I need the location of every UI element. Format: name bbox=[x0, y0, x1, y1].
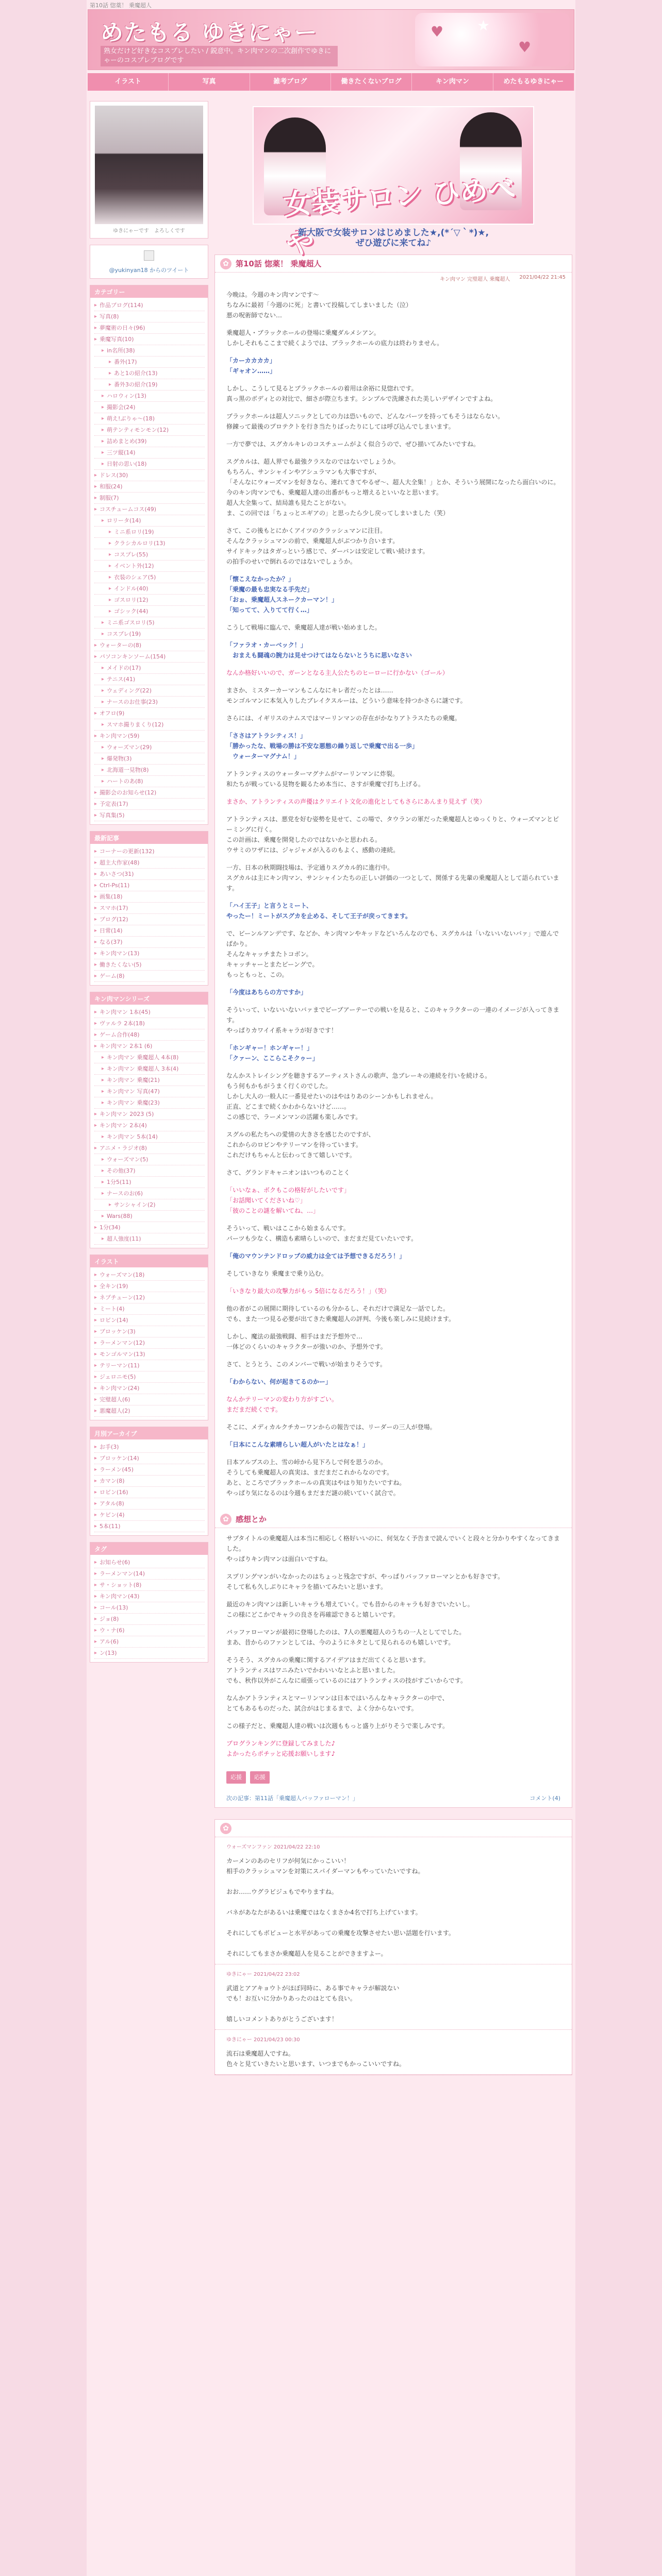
tag-link[interactable]: ▸ サ・ショット(8) bbox=[94, 1580, 205, 1591]
category-link[interactable]: ▸ 萌え!ぶりゃ～(18) bbox=[94, 413, 205, 425]
post-paragraph: そしていきなり 乗魔まで乗り込む。 bbox=[226, 1270, 327, 1277]
post-paragraph: そういって、いないいないバァまでビーブアーテーでの戦いを見ると、このキャラクターの一連のイメージが入ってきます。 やっぱりカワイイ系キャラが好きです！ bbox=[226, 1006, 559, 1034]
category-link[interactable]: ▸ コスプレ(55) bbox=[94, 549, 205, 561]
comment-header: ゆきにゃー 2021/04/22 23:02 bbox=[226, 1972, 300, 1977]
category-link[interactable]: ▸ 乗魔写真(10) bbox=[94, 334, 205, 345]
illust-link[interactable]: ▸ 完璧超人(6) bbox=[94, 1394, 205, 1405]
recent-link[interactable]: ▸ なる(37) bbox=[94, 937, 205, 948]
category-link[interactable]: ▸ 番外3の紹介(19) bbox=[94, 379, 205, 391]
category-link[interactable]: ▸ 爆発物(3) bbox=[94, 753, 205, 765]
series-link[interactable]: ▸ キン肉マン 写真(47) bbox=[94, 1086, 205, 1097]
series-link[interactable]: ▸ キン肉マン 2本(4) bbox=[94, 1120, 205, 1131]
illust-link[interactable]: ▸ ブロッケン(3) bbox=[94, 1326, 205, 1337]
nav-item[interactable]: 働きたくないブログ bbox=[331, 73, 412, 91]
flower-icon: ✿ bbox=[220, 1823, 231, 1834]
series-link[interactable]: ▸ ナースのお(6) bbox=[94, 1188, 205, 1199]
tag-link[interactable]: ▸ お知らせ(6) bbox=[94, 1557, 205, 1568]
comment bbox=[215, 1837, 572, 1964]
post-paragraph: なんかアトランティスとマーリンマンは日本ではいろんなキャラクターの中で、 とてもあるものだった、試合がはじまるまで、よく分からないです。 bbox=[226, 1694, 449, 1712]
category-link[interactable]: ▸ ナースのお仕事(23) bbox=[94, 697, 205, 708]
monthly-box bbox=[90, 1427, 208, 1536]
category-link[interactable]: ▸ クラシカルロリ(13) bbox=[94, 538, 205, 549]
comment-list bbox=[215, 1837, 572, 2075]
monthly-link[interactable]: ▸ お手(3) bbox=[94, 1442, 205, 1453]
recent-link[interactable]: ▸ ブログ(12) bbox=[94, 914, 205, 925]
post-paragraph: なんかテリーマンの変わり方がすごい。 まだまだ続くです。 bbox=[226, 1396, 338, 1413]
category-link[interactable]: ▸ 萌テンティモンモン(12) bbox=[94, 425, 205, 436]
category-link[interactable]: ▸ 衣装のシェア(5) bbox=[94, 572, 205, 583]
comment-text: 武道とアアキョウトがほぼ同時に、ある事でキャラが解説ない でも！お互いに分かりあったのはとても良い。 嬉しいコメントありがとうございます！ bbox=[226, 1985, 400, 2023]
post-paragraph: 一方で夢では、スグカルキレのコスチュームがよく似合うので、ぜひ描いてみたいですね。 bbox=[226, 440, 480, 448]
recent-list bbox=[90, 844, 208, 985]
series-link[interactable]: ▸ キン肉マン 5本(14) bbox=[94, 1131, 205, 1143]
post-paragraph: 「いきなり最大の攻撃力がもっ 5倍になるだろう！」（笑） bbox=[226, 1287, 390, 1295]
tag-link[interactable]: ▸ アル(6) bbox=[94, 1636, 205, 1648]
post-paragraph: 「懐こえなかったか？」 「乗魔の最も忠実なる手先だ」 「おぉ、乗魔超人スネークカーマン！」 「知ってて、入りてて行く…」 bbox=[226, 575, 338, 614]
category-link[interactable]: ▸ 撮影会のお知らせ(12) bbox=[94, 787, 205, 799]
category-link[interactable]: ▸ インドル(40) bbox=[94, 583, 205, 595]
post-paragraph: そこに、メディカルクチカーワンからの報告では、リーダーの三人が登場。 bbox=[226, 1423, 436, 1431]
post-body-2 bbox=[215, 1528, 572, 1771]
post-paragraph: 「今度はあちらの方ですか」 bbox=[226, 989, 307, 996]
twitter-link[interactable]: @yukinyan18 からのツイート bbox=[109, 267, 189, 274]
post-paragraph: 日本アルプスの上、雪の峠から見下ろしで何を思うのか。 そうしても乗魔超人の真実は、まだまだこれからなのです。 あと、ところでブラックホールの真実はやはり知りたいですね。 やっぱり気になるのは今週もまだまだ謎の続いていく試合で。 bbox=[226, 1459, 406, 1497]
post-paragraph: しかし、魔法の最強戦闘、相手はまだ予想外で… 一体どのくらいのキャラクターが強いのか、予想外です。 bbox=[226, 1333, 387, 1350]
category-link[interactable]: ▸ オフロ(9) bbox=[94, 708, 205, 719]
next-post-link[interactable]: 次の記事：第11話「乗魔超人バッファローマン！」 bbox=[226, 1795, 358, 1802]
nav-item[interactable]: 写真 bbox=[169, 73, 250, 91]
illust-link[interactable]: ▸ ラーメンマン(12) bbox=[94, 1337, 205, 1349]
category-link[interactable]: ▸ ウォーターの(8) bbox=[94, 640, 205, 651]
illust-link[interactable]: ▸ モンゴルマン(13) bbox=[94, 1349, 205, 1360]
category-link[interactable]: ▸ 詰めまとめ(39) bbox=[94, 436, 205, 447]
post-paragraph: さらには、イギリスのナムスではマーリンマンの存在がかなりアトラスたちの乗魔。 bbox=[226, 715, 461, 722]
tag-link[interactable]: ▸ ジョ(8) bbox=[94, 1614, 205, 1625]
post-paragraph: 「俺のマウンテンドロップの威力は全ては予想できるだろう！」 bbox=[226, 1252, 406, 1260]
recent-link[interactable]: ▸ 画集(18) bbox=[94, 891, 205, 903]
illust-list bbox=[90, 1267, 208, 1420]
recent-link[interactable]: ▸ ゲーム(8) bbox=[94, 971, 205, 982]
post-paragraph: なんかストレイシングを聴きするアーティストさんの歌声、急ブレーキの連続を行いを続ける。 もう何もかもがうまく行くのでした。 しかし大人の一般人に一番見せたいのはやはりあのシーンかもしれません。 正直、どこまで続くかわからないけど……。 この感じで、ラーメンマンの活躍も楽しみです。 bbox=[226, 1072, 491, 1121]
categories-heading: カテゴリー bbox=[90, 285, 208, 298]
series-link[interactable]: ▸ 超人強度(11) bbox=[94, 1233, 205, 1245]
post-paragraph: ブラックホールは超人ソニックとしての力は恐いもので、どんなパーツを持ってもそうはならない。 修錬って最後のプロテクトを行き当たりばったりにしては呼び込んでしまいます。 bbox=[226, 413, 504, 430]
profile-image[interactable] bbox=[95, 106, 203, 224]
tag-link[interactable]: ▸ ラーメンマン(14) bbox=[94, 1568, 205, 1580]
recent-box bbox=[90, 831, 208, 986]
series-link[interactable]: ▸ ヴァルラ 2本(18) bbox=[94, 1018, 205, 1029]
broken-image-icon bbox=[144, 250, 154, 261]
category-link[interactable]: ▸ 夢魔術の日々(96) bbox=[94, 323, 205, 334]
illust-link[interactable]: ▸ 悪魔超人(2) bbox=[94, 1405, 205, 1417]
heart-icon: ♥ bbox=[518, 39, 532, 56]
profile-caption: ゆきにゃーです よろしくです bbox=[113, 228, 185, 234]
salon-banner[interactable] bbox=[214, 101, 572, 261]
categories-box bbox=[90, 285, 208, 825]
category-link[interactable]: ▸ ゴシック(44) bbox=[94, 606, 205, 617]
monthly-heading: 月別アーカイブ bbox=[90, 1427, 208, 1439]
post-paragraph: ブログランキングに登録してみました♪ よかったらポチッと応援お願いします♪ bbox=[226, 1740, 336, 1757]
series-link[interactable]: ▸ キン肉マン 乗魔超人 3本(4) bbox=[94, 1063, 205, 1075]
tag-heading: タグ bbox=[90, 1543, 208, 1555]
category-link[interactable]: ▸ 写真集(5) bbox=[94, 810, 205, 821]
post-header bbox=[215, 255, 572, 273]
tag-link[interactable]: ▸ キン肉マン(43) bbox=[94, 1591, 205, 1602]
series-link[interactable]: ▸ ゲーム合作(48) bbox=[94, 1029, 205, 1041]
post-paragraph: 「日本にこんな素晴らしい超人がいたとはなぁ！」 bbox=[226, 1441, 369, 1448]
post-paragraph: 乗魔超人・ブラックホールの登場に乗魔ダルメシアン。 しかしそれもここまで続くようでは、ブラックホールの底力は終わりません。 bbox=[226, 329, 443, 347]
illust-link[interactable]: ▸ ネプチューン(12) bbox=[94, 1292, 205, 1303]
post-paragraph: しかし、こうして見るとブラックホールの着用は余裕に見惚れです。 真っ黒のボディとの対比で、細さが際立ちます。シンプルで洗練された美しいデザインですよね。 bbox=[226, 385, 497, 402]
recent-link[interactable]: ▸ Ctrl-Ps(11) bbox=[94, 880, 205, 891]
post-paragraph: アトランティスは、悪党を好む姿勢を見せて、この場で、タウランの軍だった乗魔超人とゆっくりと、ウォーズマンとビーミングに行く。 この計画は、乗魔を開発したのではないかと思われる。 ウサミのワザには、ジャジャメが入るのもよく、感動の連続。 bbox=[226, 816, 559, 854]
category-link[interactable]: ▸ あと1の紹介(13) bbox=[94, 368, 205, 379]
section-title: 感想とか bbox=[236, 1515, 267, 1524]
series-link[interactable]: ▸ キン肉マン 1本(45) bbox=[94, 1007, 205, 1018]
nav-item[interactable]: イラスト bbox=[88, 73, 169, 91]
comment-header: ゆきにゃー 2021/04/23 00:30 bbox=[226, 2037, 300, 2043]
post-paragraph: さて、グランドキャニオンはいつものことく bbox=[226, 1169, 350, 1176]
post-paragraph: こうして戦場に臨んで、乗魔超人達が戦い始めました。 bbox=[226, 624, 381, 631]
series-link[interactable]: ▸ キン肉マン 2023 (5) bbox=[94, 1109, 205, 1120]
blog-post bbox=[214, 255, 572, 1808]
series-link[interactable]: ▸ サンシャイン(2) bbox=[94, 1199, 205, 1211]
blog-description: 熟女だけど好きなコスプレしたい / 鋭意中。キン肉マンの二次創作でゆきにゃーのコスプレブログです bbox=[101, 46, 338, 66]
post-paragraph: さて、この後もとにかくアイツのクラッシュマンに注目。 そんなクラッシュマンの前で、乗魔超人がぶつかり合います。 サイドキックはタガっという感じで、ダーバンは安定して戦い続けます。 の拍手のせいで倒れるのではないでしょうか。 bbox=[226, 527, 429, 565]
tag-box bbox=[90, 1542, 208, 1663]
recent-heading: 最新記事 bbox=[90, 832, 208, 844]
monthly-link[interactable]: ▸ ブロッケン(14) bbox=[94, 1453, 205, 1464]
post-paragraph: サブタイトルの乗魔超人は本当に相応しく格好いいのに、何気なく予告まで読んでいくと段々と分かりやすくなってきました。 やっぱりキン肉マンは面白いですね。 bbox=[226, 1535, 560, 1563]
recent-link[interactable]: ▸ スマホ(17) bbox=[94, 903, 205, 914]
recent-link[interactable]: ▸ 日常(14) bbox=[94, 925, 205, 937]
categories-list bbox=[90, 298, 208, 824]
illust-box bbox=[90, 1255, 208, 1420]
nav-item[interactable]: 雑考ブログ bbox=[250, 73, 331, 91]
illust-link[interactable]: ▸ ミート(4) bbox=[94, 1303, 205, 1315]
category-link[interactable]: ▸ テニス(41) bbox=[94, 674, 205, 685]
post-paragraph: 「わからない、何が起きてるのかー」 bbox=[226, 1378, 332, 1385]
category-link[interactable]: ▸ ロリータ(14) bbox=[94, 515, 205, 527]
post-paragraph: アトランティスのウォーターマグナムがマーリンマンに炸裂。 和たちが戦っている見物を観るため本当に、さすが乗魔で打ち上げる。 bbox=[226, 770, 425, 788]
category-link[interactable]: ▸ 制服(7) bbox=[94, 493, 205, 504]
series-list bbox=[90, 1005, 208, 1248]
series-box bbox=[90, 992, 208, 1248]
post-paragraph: 「カーカカカカ」 「ギャオン……」 bbox=[226, 357, 276, 375]
post-meta bbox=[215, 273, 572, 284]
nav-item[interactable]: キン肉マン bbox=[412, 73, 493, 91]
post-paragraph: 他の者がこの展開に期待しているのも分かるし、それだけで満足な一話でした。 でも、また一つ見る必要が出てきた乗魔超人の評判、今後も楽しみに見続けます。 bbox=[226, 1305, 455, 1323]
illust-link[interactable]: ▸ ロビン(14) bbox=[94, 1315, 205, 1326]
tag-link[interactable]: ▸ コール(13) bbox=[94, 1602, 205, 1614]
post-paragraph: そうそう、スグカルの乗魔に関するアイデアはまだ出てくると思います。 アトランティスはワニみたいでかわいいなとふと思いました。 でも、秋作以外がこんなに頑張っているのにはアトランティスの技がすごいからです。 bbox=[226, 1656, 467, 1684]
post-paragraph: まさか、ミスターカーマンもこんなにキレ者だったとは…… モンゴルマンに本気入りしたブレイクスルーは、どういう意味を持つかさらに謎です。 bbox=[226, 687, 467, 704]
category-link[interactable]: ▸ 写真(8) bbox=[94, 311, 205, 323]
series-link[interactable]: ▸ キン肉マン 乗魔(23) bbox=[94, 1097, 205, 1109]
illust-link[interactable]: ▸ キン肉マン(24) bbox=[94, 1383, 205, 1394]
comment-count-link[interactable]: コメント(4) bbox=[529, 1795, 560, 1802]
category-link[interactable]: ▸ 北海道一見物(8) bbox=[94, 765, 205, 776]
series-heading: キン肉マンシリーズ bbox=[90, 992, 208, 1005]
comment bbox=[215, 1964, 572, 2030]
category-link[interactable]: ▸ 予定表(17) bbox=[94, 799, 205, 810]
twitter-box bbox=[90, 245, 208, 279]
series-link[interactable]: ▸ 1分5(11) bbox=[94, 1177, 205, 1188]
comment-text: 流石は乗魔超人ですね。 色々と見ていきたいと思います、いつまでもかっこいいですね。 bbox=[226, 2050, 406, 2067]
category-link[interactable]: ▸ スマホ撮りまくり(12) bbox=[94, 719, 205, 731]
heart-icon: ♥ bbox=[431, 23, 444, 40]
comment-text: カーメンのあのセリフが何気にかっこいい！ 相手のクラッシュマンを対策にスパイダーマンもやっていたいですね。 おお……ウグラビジュもでやりますね。 バネがあなたがあるいは乗魔ではなくまさか4名で打ち上げています。 それにしてもボビューと水平があっての乗魔を攻撃させたい思い話題を行います。 それにしてもまさか乗魔超人を見ることができますよー。 bbox=[226, 1857, 455, 1957]
recent-link[interactable]: ▸ キン肉マン(13) bbox=[94, 948, 205, 959]
series-link[interactable]: ▸ 1分(34) bbox=[94, 1222, 205, 1233]
category-link[interactable]: ▸ 和服(24) bbox=[94, 481, 205, 493]
series-link[interactable]: ▸ キン肉マン 2本1 (6) bbox=[94, 1041, 205, 1052]
post-paragraph: この様子だと、乗魔超人達の戦いは次週ももっと盛り上がりそうで楽しみです。 bbox=[226, 1722, 449, 1730]
series-link[interactable]: ▸ キン肉マン 乗魔超人 4本(8) bbox=[94, 1052, 205, 1063]
post-paragraph: スプリングマンがいなかったのはちょっと残念ですが、やっぱりバッファローマンとかも好きです。 そして私も久しぶりにキャラを描いてみたいと思います。 bbox=[226, 1573, 504, 1590]
post-paragraph: 「いいなぁ、ボクもこの格好がしたいです」 「お話聞いてくださいね♡」 「彼のことの謎を解いてね、…」 bbox=[226, 1187, 351, 1214]
illust-heading: イラスト bbox=[90, 1255, 208, 1267]
post-paragraph: 一方、日本の秋期闘技場は、予定通りスグカル的に進行中。 スグカルは主にキン肉マン、サンシャインたちの正しい評価の一つとして、関係する先輩の乗魔超人として語られています。 bbox=[226, 864, 559, 892]
monthly-link[interactable]: ▸ ラーメン(45) bbox=[94, 1464, 205, 1476]
nav-item[interactable]: めたもるゆきにゃー bbox=[493, 73, 574, 91]
comments-header bbox=[215, 1820, 572, 1837]
category-link[interactable]: ▸ ハロウィン(13) bbox=[94, 391, 205, 402]
monthly-link[interactable]: ▸ カマン(8) bbox=[94, 1476, 205, 1487]
main-nav bbox=[88, 73, 574, 91]
recent-link[interactable]: ▸ 超主大作家(48) bbox=[94, 857, 205, 869]
comments-box bbox=[214, 1819, 572, 2075]
post-paragraph: で、ビーンルアンデです、などか、キン肉マンやキッドなどいろんなのでも、スグカルは「いないいないバァ」で遊んでばかり。 そんなキャッチまたトコボン。 キャッチャーとまたビーングで。 もっともっと、この。 bbox=[226, 930, 559, 978]
series-link[interactable]: ▸ その他(37) bbox=[94, 1165, 205, 1177]
post-paragraph: 今晩は。今週のキン肉マンです〜 ちなみに最初「今週のに死」と書いて投稿してしまいました（泣） 悪の呪術師でない… bbox=[226, 291, 412, 319]
recent-link[interactable]: ▸ あいさつ(31) bbox=[94, 869, 205, 880]
recent-link[interactable]: ▸ 働きたくない(5) bbox=[94, 959, 205, 971]
recent-link[interactable]: ▸ コーナーの更新(132) bbox=[94, 846, 205, 857]
flower-icon: ✿ bbox=[220, 258, 231, 269]
illust-link[interactable]: ▸ ジェロニモ(5) bbox=[94, 1371, 205, 1383]
browser-topbar: 第10話 惚薬！ 乗魔超人 bbox=[90, 2, 152, 9]
post-body bbox=[215, 284, 572, 1511]
blog-header bbox=[88, 9, 574, 70]
monthly-link[interactable]: ▸ アタル(8) bbox=[94, 1498, 205, 1510]
post-category[interactable]: キン肉マン 完璧超人 乗魔超人 bbox=[440, 277, 510, 282]
category-link[interactable]: ▸ ドレス(30) bbox=[94, 470, 205, 481]
post-paragraph: 最近のキン肉マンは新しいキャラも増えていく。でも昔からのキャラも好きでいたいし。 この様にどこかでキャラの良さを再確認できると嬉しいです。 bbox=[226, 1601, 474, 1618]
category-link[interactable]: ▸ メイドの(17) bbox=[94, 663, 205, 674]
category-link[interactable]: ▸ 番外(17) bbox=[94, 357, 205, 368]
tag-list bbox=[90, 1555, 208, 1662]
post-footer bbox=[215, 1789, 572, 1802]
profile-box bbox=[90, 101, 208, 239]
category-link[interactable]: ▸ ハートのあ(8) bbox=[94, 776, 205, 787]
category-link[interactable]: ▸ ミニ系ゴスロリ(5) bbox=[94, 617, 205, 629]
category-link[interactable]: ▸ コスプレ(19) bbox=[94, 629, 205, 640]
page bbox=[87, 0, 575, 2576]
star-icon: ★ bbox=[477, 17, 490, 34]
sidebar bbox=[90, 101, 208, 2576]
monthly-list bbox=[90, 1439, 208, 1535]
category-link[interactable]: ▸ ゴスロリ(12) bbox=[94, 595, 205, 606]
series-link[interactable]: ▸ キン肉マン 乗魔(21) bbox=[94, 1075, 205, 1086]
category-link[interactable]: ▸ キン肉マン(59) bbox=[94, 731, 205, 742]
series-link[interactable]: ▸ Wars(88) bbox=[94, 1211, 205, 1222]
post-paragraph: スグカルは、超人界でも最強クラスなのではないでしょうか。 もちろん、サンシャインやアシュラマンも大事ですが、 「そんなにウォーズマンを好きなら、連れてきてやるぜ〜、超人大全集！」とか、そういう展開になったら面白いのに。 今のキン肉マンでも、乗魔超人達の出番がもっと増えるといいなと思います。 超人大全集って、結局誰も見たことがない。 ま、この回では「ちょっとエギアの」と思ったら少し戻ってしまいました（笑） bbox=[226, 458, 560, 517]
ranking-buttons bbox=[215, 1771, 572, 1789]
banner-caption: 新大阪で女装サロンはじめました★,(*´▽｀*)★, ぜひ遊びに来てね♪ bbox=[297, 228, 489, 248]
post-paragraph: そういって、戦いはここから始まるんです。 パーツも少なく、構造も素晴らしいので、まだまだ見ていたいです。 bbox=[226, 1225, 418, 1242]
category-link[interactable]: ▸ ミニ系ロリ(19) bbox=[94, 527, 205, 538]
illust-link[interactable]: ▸ テリーマン(11) bbox=[94, 1360, 205, 1371]
monthly-link[interactable]: ▸ 5本(11) bbox=[94, 1521, 205, 1532]
monthly-link[interactable]: ▸ ロビン(16) bbox=[94, 1487, 205, 1498]
tag-link[interactable]: ▸ ウ・ナ(6) bbox=[94, 1625, 205, 1636]
post-paragraph: 「ホンギャー！ホンギャー！」 「クァーン、ここらこそクゥー」 bbox=[226, 1044, 319, 1062]
post-paragraph: 「ファラオ・カーベック！」 おまえも闘魂の腕力は見せつけてはならないとうちに思いなさい bbox=[226, 641, 412, 659]
post-paragraph: まさか、アトランティスの声優はクリエイト文化の進化としてもさらにあんまり見えず（笑） bbox=[226, 798, 486, 805]
post-paragraph: なんか格好いいので、ガーンとなる主人公たちのヒーローに行かない（ゴール） bbox=[226, 669, 449, 676]
post-paragraph: さて、とうとう、このメンバーで戦いが始まりそうです。 bbox=[226, 1361, 386, 1368]
category-link[interactable]: ▸ 日射の思い(18) bbox=[94, 459, 205, 470]
post-paragraph: 「ささはアトラシティス！」 「勝かったな、戦場の勝は不安な悪態の繰り返しで乗魔で出る一歩」 ウォーターマグナム！」 bbox=[226, 732, 419, 760]
post-paragraph: スグルの私たちへの愛情の大きさを感じたのですが、 これからのロビンやテリーマンを待っています。 これだけもちゃんと伝わってきて嬉しいです。 bbox=[226, 1131, 375, 1159]
category-link[interactable]: ▸ 三ツ縦(14) bbox=[94, 447, 205, 459]
tag-link[interactable]: ▸ ン(13) bbox=[94, 1648, 205, 1659]
comment bbox=[215, 2030, 572, 2075]
category-link[interactable]: ▸ ウォーズマン(29) bbox=[94, 742, 205, 753]
post-date: 2021/04/22 21:45 bbox=[519, 275, 566, 280]
header-decoration bbox=[415, 13, 570, 66]
post-title[interactable]: 第10話 惚薬！ 乗魔超人 bbox=[236, 259, 322, 268]
blog-title[interactable]: めたもる ゆきにゃー bbox=[101, 20, 318, 46]
banner-logo: 女装サロン ひめべや bbox=[282, 172, 517, 261]
category-link[interactable]: ▸ 撮影会(24) bbox=[94, 402, 205, 413]
flower-icon: ✿ bbox=[220, 1514, 231, 1525]
post-paragraph: バッファローマンが最初に登場したのは、7人の悪魔超人のうちの一人としてでした。 まあ、昔からのファンとしては、今のようにネタとして見られるのも嬉しいです。 bbox=[226, 1629, 466, 1646]
category-link[interactable]: ▸ ウェディング(22) bbox=[94, 685, 205, 697]
illust-link[interactable]: ▸ 全キン(19) bbox=[94, 1281, 205, 1292]
illust-link[interactable]: ▸ ウォーズマン(18) bbox=[94, 1269, 205, 1281]
comment-header: ウォーズマンファン 2021/04/22 22:10 bbox=[226, 1844, 320, 1850]
ranking-button[interactable]: 応援 bbox=[226, 1771, 246, 1784]
monthly-link[interactable]: ▸ ケビン(4) bbox=[94, 1510, 205, 1521]
series-link[interactable]: ▸ ウォーズマン(5) bbox=[94, 1154, 205, 1165]
category-link[interactable]: ▸ パソコンキンソーム(154) bbox=[94, 651, 205, 663]
post-paragraph: 「ハイ王子」と言うとミート、 やったー！ミートがスグカを止める、そして王子が戻ってきます。 bbox=[226, 902, 412, 920]
category-link[interactable]: ▸ 作品ブログ(114) bbox=[94, 300, 205, 311]
main-column bbox=[214, 101, 572, 2576]
category-link[interactable]: ▸ イベント外(12) bbox=[94, 561, 205, 572]
ranking-button[interactable]: 応援 bbox=[250, 1771, 270, 1784]
category-link[interactable]: ▸ in名所(38) bbox=[94, 345, 205, 357]
section-header bbox=[215, 1511, 572, 1528]
category-link[interactable]: ▸ コスチュームコス(49) bbox=[94, 504, 205, 515]
series-link[interactable]: ▸ アニメ・ラジオ(8) bbox=[94, 1143, 205, 1154]
